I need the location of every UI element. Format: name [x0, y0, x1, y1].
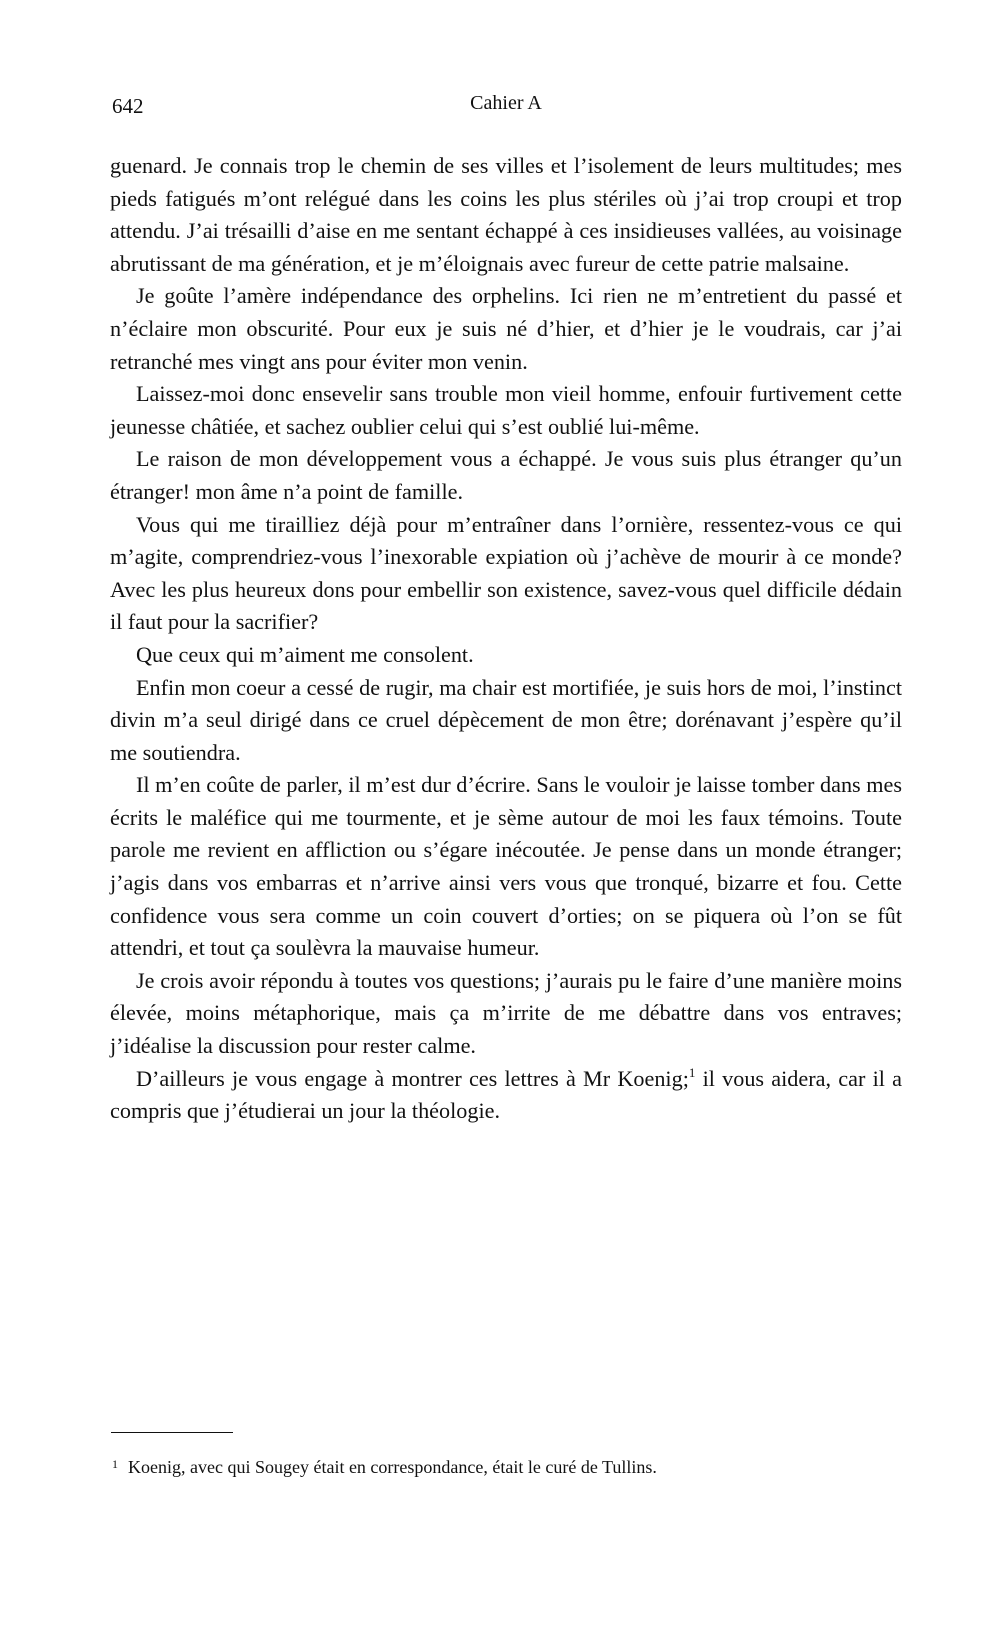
page-number: 642	[112, 94, 144, 118]
paragraph-4: Le raison de mon développement vous a échappé. Je vous suis plus étranger qu’un étranger! mon âme n’a point de famille.	[110, 446, 902, 504]
footnote-text: Koenig, avec qui Sougey était en correspondance, était le curé de Tullins.	[128, 1457, 657, 1477]
paragraph-7: Enfin mon coeur a cessé de rugir, ma chair est mortifiée, je suis hors de moi, l’instinct divin m’a seul dirigé dans ce cruel dépècement de mon être; dorénavant j’espère qu’il me soutiendra.	[110, 674, 902, 765]
footnote-divider	[111, 1432, 233, 1433]
paragraph-8: Il m’en coûte de parler, il m’est dur d’écrire. Sans le vouloir je laisse tomber dans mes écrits le maléfice qui me tourmente, et je sème autour de moi les faux témoins. Toute parole me revient en affliction ou s’égare inécoutée. Je pense dans un monde étranger; j’agis dans vos embarras et n’arrive ainsi vers vous que tronqué, bizarre et fou. Cette confidence vous sera comme un coin couvert d’orties; on se piquera où l’on se fût attendri, et tout ça soulèvra la mauvaise humeur.	[110, 772, 902, 961]
paragraph-10-text-end: il vous aidera, car il a compris que j’étudierai un jour la théologie.	[110, 1065, 902, 1124]
paragraph-9: Je crois avoir répondu à toutes vos questions; j’aurais pu le faire d’une manière moins élevée, moins métaphorique, mais ça m’irrite de me débattre dans vos entraves; j’idéalise la discussion pour rester calme.	[110, 967, 902, 1059]
paragraph-3: Laissez-moi donc ensevelir sans trouble mon vieil homme, enfouir furtivement cette jeunesse châtiée, et sachez oublier celui qui s’est oublié lui-même.	[110, 381, 902, 439]
body-text	[110, 150, 902, 1128]
footnote-reference: 1	[688, 1064, 696, 1080]
page-header	[112, 92, 900, 126]
footnote-mark: 1	[112, 1457, 118, 1471]
paragraph-10	[110, 1063, 902, 1128]
paragraph-2: Je goûte l’amère indépendance des orphelins. Ici rien ne m’entretient du passé et n’éclaire mon obscurité. Pour eux je suis né d’hier, et d’hier je le voudrais, car j’ai retranché mes vingt ans pour éviter mon venin.	[110, 283, 902, 374]
running-title: Cahier A	[470, 92, 542, 114]
paragraph-1: guenard. Je connais trop le chemin de ses villes et l’isolement de leurs multitudes; mes pieds fatigués m’ont relégué dans les coins les plus stériles où j’ai trop croupi et trop attendu. J’ai trésailli d’aise en me sentant échappé à ces insidieuses vallées, au voisinage abrutissant de ma génération, et je m’éloignais avec fureur de cette patrie malsaine.	[110, 153, 902, 276]
paragraph-6: Que ceux qui m’aiment me consolent.	[136, 641, 474, 667]
footnote	[112, 1452, 902, 1479]
paragraph-5: Vous qui me tirailliez déjà pour m’entraîner dans l’ornière, ressentez-vous ce qui m’agite, comprendriez-vous l’inexorable expiation où j’achève de mourir à ce monde? Avec les plus heureux dons pour embellir son existence, savez-vous quel difficile dédain il faut pour la sacrifier?	[110, 511, 902, 635]
paragraph-10-text-start: D’ailleurs je vous engage à montrer ces lettres à Mr Koenig;	[136, 1065, 689, 1091]
